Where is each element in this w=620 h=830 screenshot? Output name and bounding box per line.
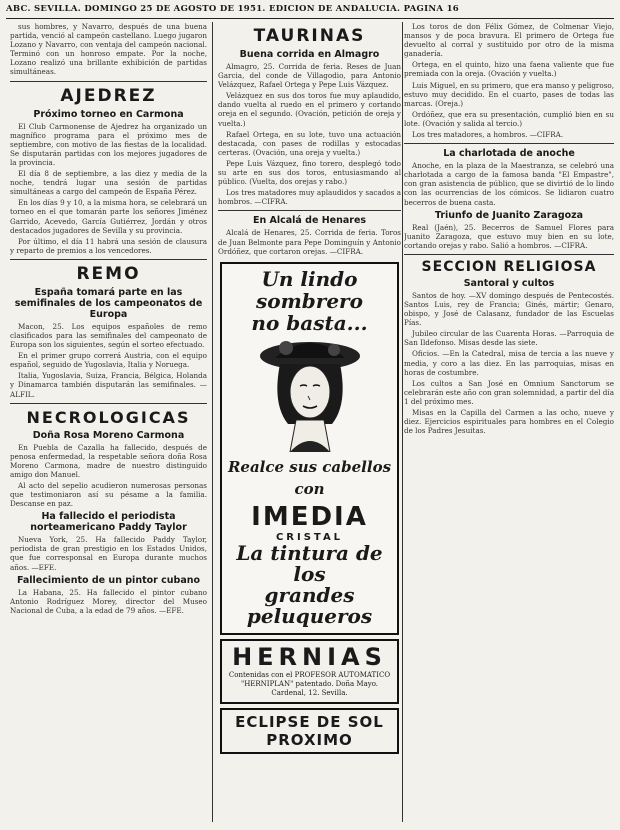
article-text: Oficios. —En la Catedral, misa de tercia a las nueve y media, y coro a las diez. En las parroquias, misas en horas de costumbre.: [404, 349, 614, 377]
divider: [10, 259, 207, 260]
hernias-text: Contenidas con el PROFESOR AUTOMATICO "HERNIPLAN" patentado. Doña Mayo. Cardenal, 12. Sevilla.: [228, 670, 391, 697]
article-text: Misas en la Capilla del Carmen a las ocho, nueve y diez. Ejercicios espirituales para hombres en el Colegio de los Padres Jesuitas.: [404, 408, 614, 436]
article-text: En los días 9 y 10, a la misma hora, se celebrará un torneo en el que tomarán parte los señores Jiménez Garrido, Acevedo, García Gutiérrez, Jordán y otros destacados jugadores de Sevilla y su provincia.: [10, 198, 207, 235]
divider: [404, 143, 614, 144]
headline-necrologica: Doña Rosa Moreno Carmona: [32, 429, 185, 441]
headline-zaragoza: Triunfo de Juanito Zaragoza: [434, 209, 584, 221]
column-divider: [212, 22, 213, 822]
headline-charlotada: La charlotada de anoche: [443, 148, 575, 160]
column-2: [218, 22, 401, 826]
article-text: Ordóñez, que era su presentación, cumplió bien en su lote. (Ovación y salida al tercio.): [404, 109, 614, 128]
section-title-necrologicas: NECROLOGICAS: [26, 407, 191, 427]
article-text: Los toros de don Félix Gómez, de Colmenar Viejo, mansos y de poca bravura. El primero de Ortega fue devuelto al corral y sustituido por otro de la misma ganadería.: [404, 22, 614, 59]
article-text: Macon, 25. Los equipos españoles de remo clasificados para las semifinales del campeonato de Europa son los siguientes, según el sorteo efectuado.: [10, 321, 207, 350]
woman-hat-illustration: [250, 334, 370, 452]
article-text: Jubileo circular de las Cuarenta Horas. —Parroquia de San Ildefonso. Misas desde las siete.: [404, 329, 614, 348]
article-text: Velázquez en sus dos toros fue muy aplaudido, dando vuelta al ruedo en el primero y cortando oreja en el segundo. (Ovación, petición de oreja y vuelta.): [218, 91, 401, 128]
article-text: El Club Carmonense de Ajedrez ha organizado un magnífico programa para el próximo mes de septiembre, con motivo de las fiestas de la localidad. Se disputarán partidas con los mejores jugadores de la provincia.: [10, 121, 207, 167]
headline-pintor: Fallecimiento de un pintor cubano: [16, 574, 201, 586]
article-text: Los cultos a San José en Omnium Sanctorum se celebrarán este año con gran solemnidad, a partir del día 1 del próximo mes.: [404, 378, 614, 406]
ad-tagline: Realce sus cabellos con: [227, 457, 392, 498]
section-title-remo: REMO: [76, 263, 141, 284]
article-text: Los tres matadores, a hombros. —CIFRA.: [412, 130, 564, 140]
article-text: Santos de hoy. —XV domingo después de Pentecostés. Santos Luis, rey de Francia; Ginés, mártir; Genaro, obispo, y José de Calasanz, fundador de las Escuelas Pías.: [404, 290, 614, 328]
hernias-advertisement: [220, 639, 399, 704]
headline-carmona: Próximo torneo en Carmona: [33, 108, 184, 120]
article-text: Italia, Yugoslavia, Suiza, Francia, Bélgica, Holanda y Dinamarca también disputarán las semifinales. —ALFIL.: [10, 371, 207, 399]
headline-almagro: Buena corrida en Almagro: [239, 49, 380, 60]
ad-slogan: La tintura de los: [236, 540, 383, 586]
article-text: Real (Jaén), 25. Becerros de Samuel Flores para Juanito Zaragoza, que estuvo muy bien en su lote, cortando orejas y rabo. Salió a hombros. —CIFRA.: [404, 222, 614, 250]
hernias-title: HERNIAS: [232, 642, 387, 671]
article-text: Alcalá de Henares, 25. Corrida de feria. Toros de Juan Belmonte para Pepe Dominguín y Antonio Ordóñez, que cortaron orejas. —CIFRA.: [218, 228, 401, 256]
imedia-advertisement: [220, 262, 399, 635]
eclipse-advertisement: ECLIPSE DE SOL PROXIMO: [220, 708, 399, 754]
divider: [218, 210, 401, 211]
article-text: En el primer grupo correrá Austria, con el equipo español, seguido de Yugoslavia, Italia y Noruega.: [10, 351, 207, 370]
headline-remo: España tomará parte en las semifinales de los campeonatos de Europa: [14, 286, 203, 320]
ad-headline: Un lindo sombrero: [256, 266, 363, 313]
article-text: sus hombres, y Navarro, después de una buena partida, venció al campeón castellano. Luego jugaron Lozano y Navarro, con ventaja del campeón nacional. Terminó con un honroso empate. Por la noche, Lozano realizó una brillante exhibición de partidas simultáneas.: [10, 22, 207, 77]
headline-alcala: En Alcalá de Henares: [252, 215, 367, 227]
article-text: Los tres matadores muy aplaudidos y sacados a hombros. —CIFRA.: [218, 188, 401, 207]
page-header: [6, 4, 614, 19]
divider: [404, 254, 614, 255]
headline-santoral: Santoral y cultos: [463, 277, 555, 289]
divider: [10, 81, 207, 82]
column-divider: [402, 22, 403, 822]
article-text: Anoche, en la plaza de la Maestranza, se celebró una charlotada a cargo de la famosa banda "El Empastre", con gran asistencia de público, que se divirtió de lo lindo con las ocurrencias de los cómicos. Se lidiaron cuatro becerros de buena casta.: [404, 161, 614, 207]
article-text: La Habana, 25. Ha fallecido el pintor cubano Antonio Rodríguez Morey, director del Museo Nacional de Cuba, a la edad de 79 años. —EFE.: [10, 587, 207, 615]
ad-brand-sub: CRISTAL: [275, 531, 344, 543]
section-title-ajedrez: AJEDREZ: [60, 85, 157, 106]
divider: [10, 403, 207, 404]
column-3: [404, 22, 614, 826]
header-line: ABC. SEVILLA. DOMINGO 25 DE AGOSTO DE 1951. EDICION DE ANDALUCIA. PAGINA 16: [6, 4, 460, 14]
article-text: En Puebla de Cazalla ha fallecido, después de penosa enfermedad, la respetable señora doña Rosa Moreno Carmona, madre de nuestro distinguido amigo don Manuel.: [10, 442, 207, 479]
section-title-taurinas: TAURINAS: [253, 26, 366, 46]
article-text: Ortega, en el quinto, hizo una faena valiente que fue premiada con la oreja. (Ovación y vuelta.): [404, 60, 614, 79]
article-text: Rafael Ortega, en su lote, tuvo una actuación destacada, con pases de rodillas y estocadas certeras. (Ovación, una oreja y vuelta.): [218, 129, 401, 157]
headline-periodista: Ha fallecido el periodista norteamericano Paddy Taylor: [30, 511, 187, 534]
article-text: Nueva York, 25. Ha fallecido Paddy Taylor, periodista de gran prestigio en los Estados Unidos, que fue corresponsal en Europa durante muchos años. —EFE.: [10, 535, 207, 572]
article-text: El día 8 de septiembre, a las diez y media de la noche, tendrá lugar una sesión de partidas simultáneas a cargo del campeón de España Pérez.: [10, 169, 207, 197]
column-1: [10, 22, 207, 826]
article-text: Al acto del sepelio acudieron numerosas personas que testimoniaron así su pésame a la familia. Descanse en paz.: [10, 481, 207, 509]
ad-headline: no basta...: [251, 310, 368, 335]
article-text: Almagro, 25. Corrida de feria. Reses de Juan Garcia, del conde de Villagodio, para Antonio Velázquez, Rafael Ortega y Pepe Luis Vázquez.: [218, 62, 401, 90]
ad-brand: IMEDIA: [251, 501, 368, 532]
section-title-religiosa: SECCION RELIGIOSA: [421, 258, 597, 275]
article-text: Luis Miguel, en su primero, que era manso y peligroso, estuvo muy decidido. En el cuarto, pases de todas las marcas. (Oreja.): [404, 80, 614, 108]
article-text: Por último, el día 11 habrá una sesión de clausura y reparto de premios a los vencedores.: [10, 236, 207, 255]
ad-slogan: grandes peluqueros: [246, 582, 373, 628]
article-text: Pepe Luis Vázquez, fino torero, desplegó todo su arte en sus dos toros, entusiasmando al público. (Vuelta, dos orejas y rabo.): [218, 158, 401, 187]
